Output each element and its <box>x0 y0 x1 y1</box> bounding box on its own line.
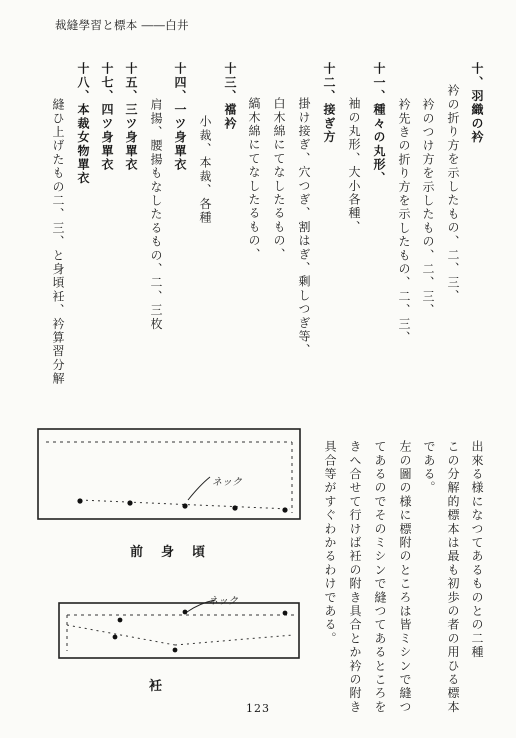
running-header: 裁縫學習と標本 ――白井 <box>55 18 189 32</box>
item-line: 衿の折り方を示したもの、二、三、 <box>446 84 460 304</box>
body-text-line: てあるのでそのミシンで縫つてあるところを <box>373 440 387 714</box>
item-heading: 十八、本裁女物單衣 <box>76 62 90 186</box>
body-text-line: きへ合せて行けば衽の附き具合とか衿の附き <box>348 440 362 714</box>
body-text-line: 出來る様になつてあるものとの二種 <box>470 440 484 660</box>
item-heading: 十七、四ツ身單衣 <box>100 62 114 172</box>
item-line: 白木綿にてなしたるもの、 <box>272 97 286 262</box>
front-body-panel-diagram <box>30 425 310 525</box>
item-line: 袖の丸形、大小各種、 <box>347 97 361 234</box>
item-heading: 十三、襠衿 <box>223 62 237 131</box>
item-heading: 十二、接ぎ方 <box>322 62 336 145</box>
item-heading: 十、羽織の衿 <box>470 62 484 145</box>
neck-note: ネック <box>208 596 238 607</box>
item-heading: 十一、種々の丸形、 <box>372 62 386 186</box>
item-line: 肩揚、腰揚もなしたるもの、二、三枚 <box>149 98 163 331</box>
neck-note: ネック <box>212 477 242 488</box>
item-line: 衿のつけ方を示したもの、二、三、 <box>421 98 435 318</box>
body-text-line: 左の圖の様に標附のところは皆ミシンで縫つ <box>398 440 412 714</box>
item-line: 衿先きの折り方を示したもの、二、三、 <box>397 98 411 345</box>
item-line: 掛け接ぎ、穴つぎ、割はぎ、剰しつぎ等、 <box>297 97 311 358</box>
page-number: 123 <box>246 702 270 715</box>
item-heading: 十五、三ツ身單衣 <box>124 62 138 172</box>
item-heading: 十四、一ツ身單衣 <box>173 62 187 172</box>
item-line: 縫ひ上げたもの二、三、と身頃衽、衿算習分解 <box>51 98 65 386</box>
item-line: 縞木綿にてなしたるもの、 <box>247 97 261 262</box>
item-line: 小裁、本裁、各種 <box>198 115 212 225</box>
body-text-line: 具合等がすぐわかるわけである。 <box>323 440 337 646</box>
body-text-line: この分解的標本は最も初歩の者の用ひる標本 <box>446 440 460 714</box>
gusset-panel-diagram <box>55 595 305 665</box>
figure-caption: 衽 <box>149 679 163 694</box>
figure-caption: 前身頃 <box>130 545 224 560</box>
body-text-line: である。 <box>422 440 436 495</box>
